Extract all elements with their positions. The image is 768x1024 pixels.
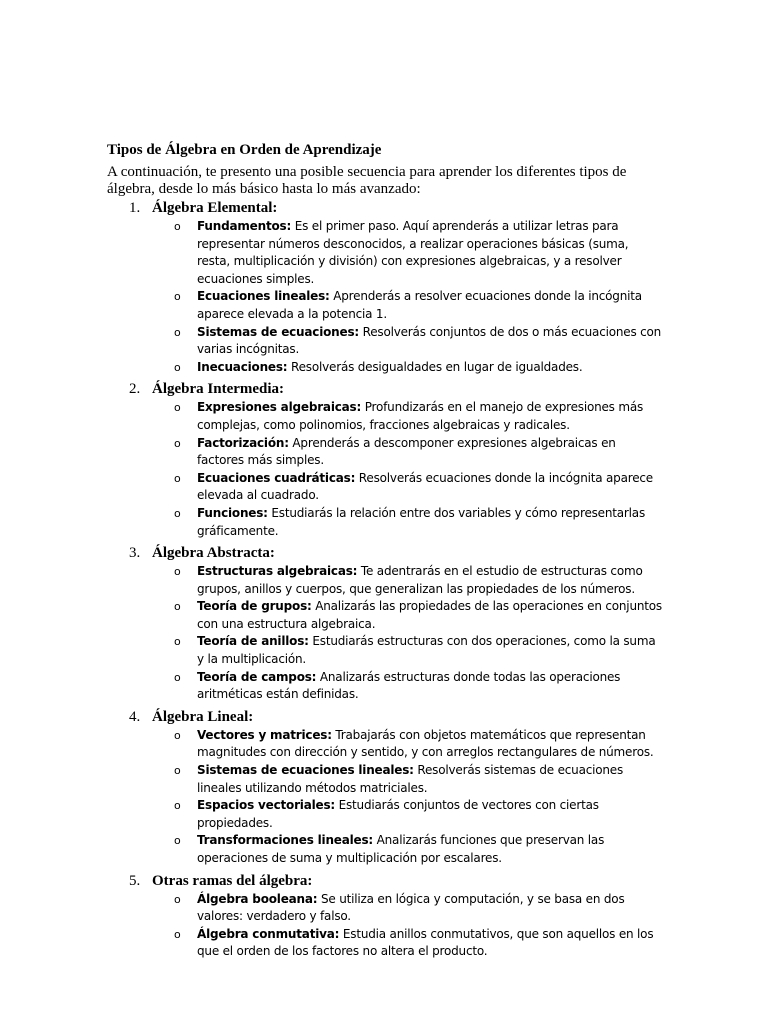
- item-description: Resolverás desigualdades en lugar de igualdades.: [287, 359, 583, 374]
- item-description: Te adentrarás en el estudio de estructuras como grupos, anillos y cuerpos, que generalizan las propiedades de los números.: [197, 564, 643, 596]
- item-term: Teoría de anillos:: [197, 634, 309, 649]
- item-term: Fundamentos:: [197, 219, 292, 233]
- item-description: Se utiliza en lógica y computación, y se basa en dos valores: verdadero y falso.: [197, 891, 625, 924]
- bullet-marker: o: [174, 290, 181, 304]
- document-page: [107, 141, 663, 964]
- bullet-marker: o: [174, 834, 181, 848]
- list-item: [152, 832, 663, 867]
- item-term: Espacios vectoriales:: [197, 798, 335, 813]
- item-description: Estudiarás conjuntos de vectores con ciertas propiedades.: [197, 798, 599, 830]
- item-description: Trabajarás con objetos matemáticos que representan magnitudes con dirección y sentido, y con arreglos rectangulares de números.: [197, 727, 654, 760]
- list-item: [152, 359, 663, 377]
- bullet-marker: o: [174, 635, 181, 649]
- item-description: Analizarás estructuras donde todas las operaciones aritméticas están definidas.: [197, 669, 621, 702]
- section-bullet-list: [152, 563, 663, 704]
- item-term: Vectores y matrices:: [197, 727, 332, 742]
- section-number: 1.: [129, 200, 141, 216]
- section-title: Álgebra Elemental:: [152, 200, 278, 216]
- list-item: [152, 470, 663, 505]
- section-title: Otras ramas del álgebra:: [152, 872, 313, 889]
- section-bullet-list: [152, 727, 663, 868]
- section-item: [107, 379, 663, 540]
- bullet-marker: o: [174, 600, 181, 614]
- item-term: Sistemas de ecuaciones lineales:: [197, 763, 414, 778]
- list-item: [152, 399, 663, 434]
- item-term: Funciones:: [197, 505, 268, 520]
- list-item: [152, 598, 663, 633]
- item-term: Teoría de grupos:: [197, 599, 312, 614]
- document-title: Tipos de Álgebra en Orden de Aprendizaje: [107, 142, 382, 158]
- bullet-marker: o: [174, 764, 181, 778]
- bullet-marker: o: [174, 565, 181, 579]
- item-description: Analizarás funciones que preservan las operaciones de suma y multiplicación por escalares.: [197, 833, 605, 865]
- item-description: Estudiarás estructuras con dos operaciones, como la suma y la multiplicación.: [197, 634, 656, 667]
- section-number: 2.: [129, 381, 141, 398]
- item-description: Analizarás las propiedades de las operaciones en conjuntos con una estructura algebraica.: [197, 599, 662, 631]
- bullet-marker: o: [174, 728, 181, 742]
- section-item: [107, 707, 663, 868]
- section-bullet-list: [152, 218, 663, 376]
- list-item: [152, 762, 663, 797]
- section-item: [107, 543, 663, 704]
- intro-paragraph: A continuación, te presento una posible secuencia para aprender los diferentes tipos de álgebra, desde lo más básico hasta lo más avanzado:: [107, 164, 627, 197]
- sections-list: [107, 198, 663, 961]
- bullet-marker: o: [174, 799, 181, 813]
- item-term: Factorización:: [197, 435, 289, 450]
- list-item: [152, 505, 663, 540]
- item-term: Inecuaciones:: [197, 359, 288, 374]
- list-item: [152, 633, 663, 668]
- item-description: Estudiarás la relación entre dos variables y cómo representarlas gráficamente.: [197, 505, 645, 538]
- bullet-marker: o: [174, 436, 181, 450]
- section-number: 4.: [129, 708, 141, 725]
- bullet-marker: o: [174, 471, 181, 485]
- item-term: Sistemas de ecuaciones:: [197, 324, 359, 339]
- item-term: Estructuras algebraicas:: [197, 564, 358, 579]
- list-item: [152, 563, 663, 598]
- list-item: [152, 288, 663, 323]
- item-term: Ecuaciones cuadráticas:: [197, 470, 356, 485]
- list-item: [152, 435, 663, 470]
- list-item: [152, 324, 663, 359]
- section-item: [107, 198, 663, 376]
- list-item: [152, 218, 663, 288]
- list-item: [152, 926, 663, 961]
- section-bullet-list: [152, 891, 663, 961]
- list-item: [152, 727, 663, 762]
- item-description: Resolverás conjuntos de dos o más ecuaciones con varias incógnitas.: [197, 324, 662, 357]
- section-title: Álgebra Intermedia:: [152, 381, 285, 398]
- bullet-marker: o: [174, 506, 181, 520]
- bullet-marker: o: [174, 220, 181, 233]
- bullet-marker: o: [174, 360, 181, 374]
- item-description: Estudia anillos conmutativos, que son aquellos en los que el orden de los factores no altera el producto.: [197, 926, 654, 959]
- item-term: Transformaciones lineales:: [197, 833, 374, 848]
- item-description: Resolverás sistemas de ecuaciones lineales utilizando métodos matriciales.: [197, 763, 624, 795]
- section-item: [107, 871, 663, 961]
- item-description: Profundizarás en el manejo de expresiones más complejas, como polinomios, fracciones algebraicas y radicales.: [197, 400, 644, 432]
- item-description: Es el primer paso. Aquí aprenderás a utilizar letras para representar números desconocidos, a realizar operaciones básicas (suma, resta, multiplicación y división) con expresiones algebraicas, y a resolver ecuaciones simples.: [197, 219, 629, 286]
- item-description: Aprenderás a descomponer expresiones algebraicas en factores más simples.: [197, 435, 616, 468]
- bullet-marker: o: [174, 670, 181, 684]
- list-item: [152, 797, 663, 832]
- item-term: Teoría de campos:: [197, 669, 317, 684]
- section-title: Álgebra Abstracta:: [152, 545, 275, 562]
- item-term: Ecuaciones lineales:: [197, 289, 330, 304]
- section-number: 5.: [129, 872, 141, 889]
- section-title: Álgebra Lineal:: [152, 708, 254, 725]
- item-term: Álgebra conmutativa:: [197, 926, 340, 941]
- list-item: [152, 891, 663, 926]
- item-description: Resolverás ecuaciones donde la incógnita aparece elevada al cuadrado.: [197, 470, 653, 503]
- section-number: 3.: [129, 545, 141, 562]
- list-item: [152, 669, 663, 704]
- item-term: Álgebra booleana:: [197, 891, 318, 906]
- item-description: Aprenderás a resolver ecuaciones donde la incógnita aparece elevada a la potencia 1.: [197, 289, 642, 321]
- bullet-marker: o: [174, 401, 181, 415]
- bullet-marker: o: [174, 892, 181, 906]
- item-term: Expresiones algebraicas:: [197, 400, 362, 415]
- bullet-marker: o: [174, 325, 181, 339]
- section-bullet-list: [152, 399, 663, 540]
- bullet-marker: o: [174, 927, 181, 941]
